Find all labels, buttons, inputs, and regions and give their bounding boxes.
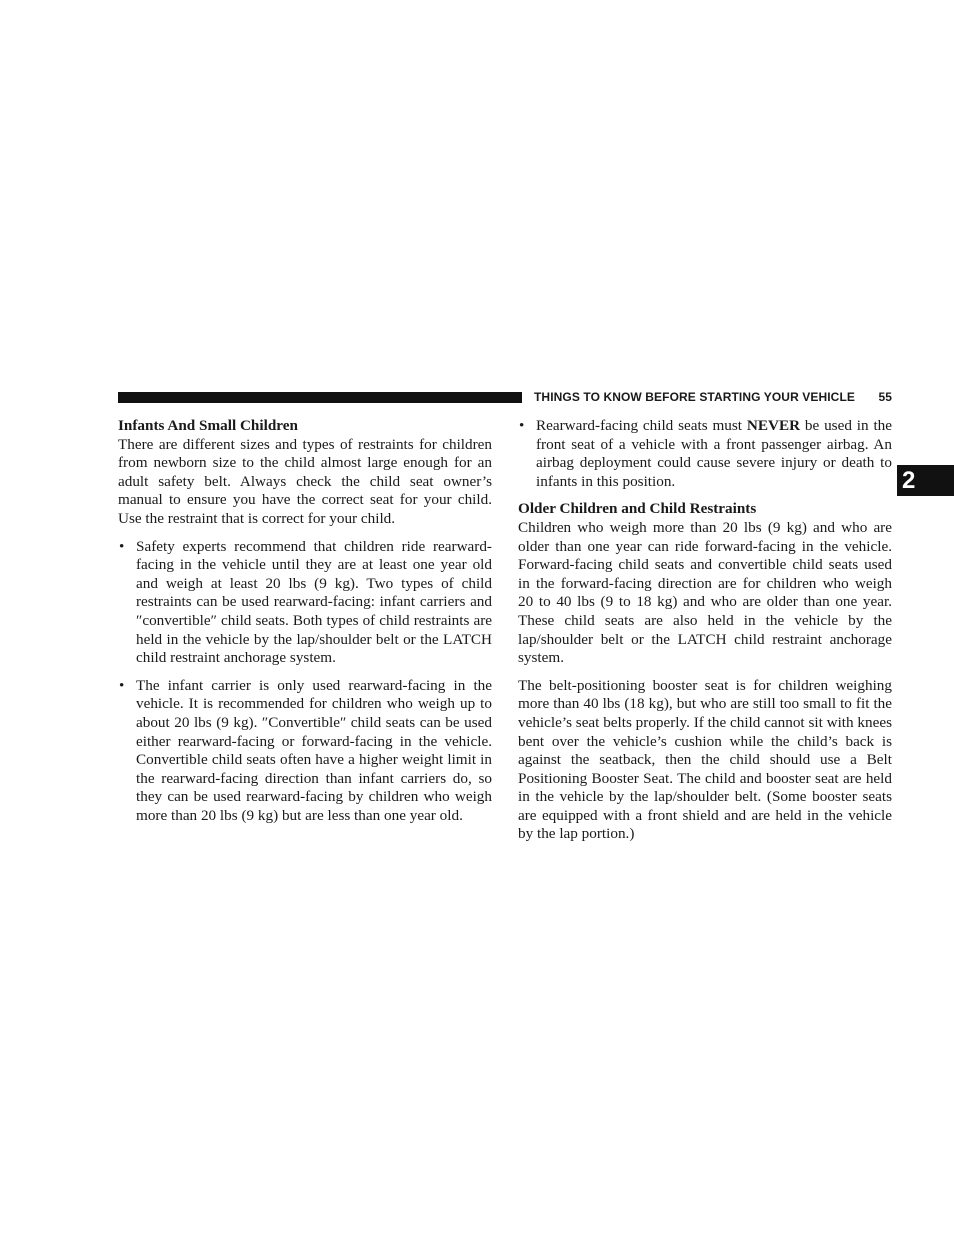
running-header <box>534 389 892 405</box>
page-number: 55 <box>878 390 892 404</box>
right-column <box>518 417 892 844</box>
header-rule <box>118 392 522 403</box>
chapter-tab: 2 <box>897 465 954 496</box>
list-item-text-before: Rearward-facing child seats must <box>536 417 747 434</box>
section-heading-infants: Infants And Small Children <box>118 417 298 434</box>
list-item <box>118 538 492 668</box>
left-column <box>118 417 492 825</box>
intro-paragraph: There are different sizes and types of restraints for children from newborn size to the child almost large enough for an adult safety belt. Always check the child seat owner’s manual to ensure you have the correct seat for your child. Use the restraint that is correct for your child. <box>118 435 492 527</box>
bullet-glyph: • <box>119 676 125 694</box>
bullet-glyph: • <box>519 417 525 434</box>
list-item-text: The infant carrier is only used rearward-facing in the vehicle. It is recommended for children who weigh up to about 20 lbs (9 kg). ″Convertible″ child seats can be used either rearward-facing or forward-facing in the vehicle. Convertible child seats often have a higher weight limit in the rearward-facing direction than infant carriers do, so they can be used rearward-facing by children who weigh more than 20 lbs (9 kg) but are less than one year old. <box>136 676 492 824</box>
infant-bullet-list <box>118 538 492 826</box>
header-title: THINGS TO KNOW BEFORE STARTING YOUR VEHICLE <box>534 390 855 404</box>
list-item-text-after: be used in the front seat of a vehicle with a front passenger airbag. An airbag deployment could cause severe injury or death to infants in this position. <box>536 417 892 490</box>
bullet-glyph: • <box>119 537 125 555</box>
list-item <box>118 677 492 826</box>
warning-bullet-list <box>518 417 892 491</box>
body-paragraph: Children who weigh more than 20 lbs (9 kg) and who are older than one year can ride forward-facing in the vehicle. Forward-facing child seats and convertible child seats used in the forward-facing direction are for children who weigh 20 to 40 lbs (9 to 18 kg) and who are older than one year. These child seats are also held in the vehicle by the lap/shoulder belt or the LATCH child restraint anchorage system. <box>518 518 892 667</box>
list-item <box>518 417 892 491</box>
list-item-text: Safety experts recommend that children ride rearward-facing in the vehicle until they are at least one year old and weigh at least 20 lbs (9 kg). Two types of child restraints can be used rearward-facing: infant carriers and ″convertible″ child seats. Both types of child restraints are held in the vehicle by the lap/shoulder belt or the LATCH child restraint anchorage system. <box>136 537 492 667</box>
section-heading-older-children: Older Children and Child Restraints <box>518 500 757 518</box>
body-paragraph: The belt-positioning booster seat is for children weighing more than 40 lbs (18 kg), but who are still too small to fit the vehicle’s seat belts properly. If the child cannot sit with knees bent over the vehicle’s cushion while the child’s back is against the seatback, then the child should use a Belt Positioning Booster Seat. The child and booster seat are held in the vehicle by the lap/shoulder belt. (Some booster seats are equipped with a front shield and are held in the vehicle by the lap portion.) <box>518 676 892 843</box>
list-item-emphasis: NEVER <box>746 417 801 434</box>
